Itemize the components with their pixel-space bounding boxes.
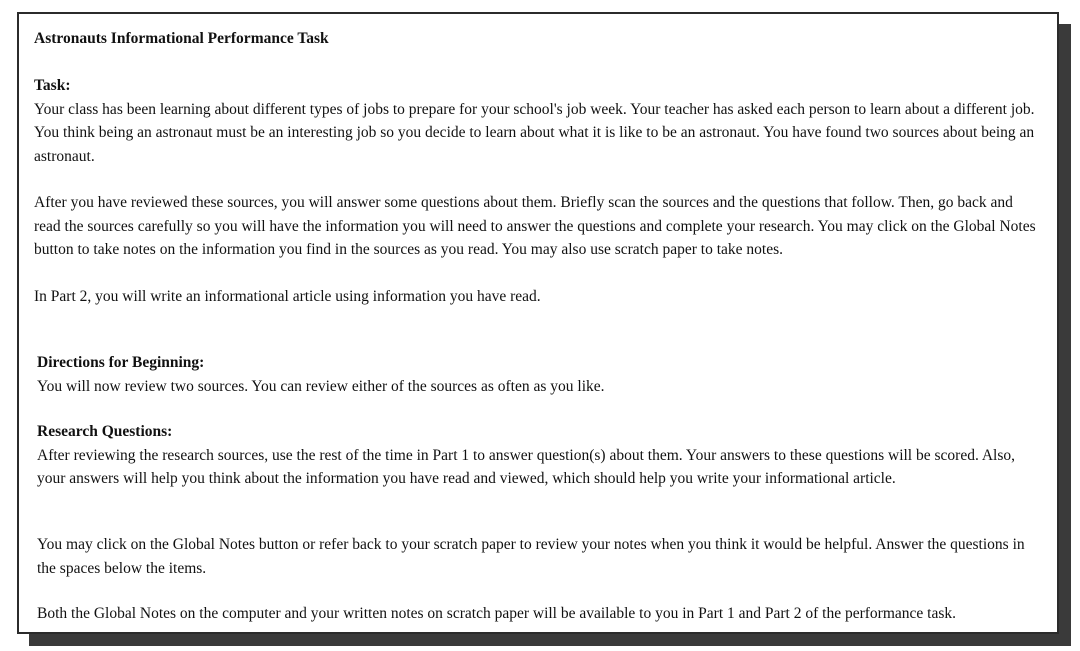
directions-text: You will now review two sources. You can review either of the sources as often as you like. xyxy=(37,377,605,395)
research-section xyxy=(37,420,1039,491)
task-part2-note xyxy=(34,285,1039,309)
task-instructions xyxy=(34,191,1039,262)
task-heading: Task: xyxy=(34,77,71,94)
research-paragraph-availability: Both the Global Notes on the computer and your written notes on scratch paper will be available to you in Part 1 and Part 2 of the performance task. xyxy=(37,605,956,622)
directions-heading: Directions for Beginning: xyxy=(37,354,205,371)
task-paragraph-instructions: After you have reviewed these sources, you will answer some questions about them. Briefly scan the sources and the questions that follow. Then, go back and read the sources carefully so you will have the information you will need to answer the questions and complete your research. You may click on the Global Notes button to take notes on the information you find in the sources as you read. You may also use scratch paper to take notes. xyxy=(34,194,1036,258)
research-notes-section xyxy=(37,533,1039,580)
task-section xyxy=(34,74,1039,168)
research-availability-section xyxy=(37,602,1039,626)
title-text: Astronauts Informational Performance Task xyxy=(34,30,329,47)
performance-task-panel xyxy=(17,12,1059,634)
research-paragraph-scoring: After reviewing the research sources, use the rest of the time in Part 1 to answer question(s) about them. Your answers to these questions will be scored. Also, your answers will help you think about the information you have read and viewed, which should help you write your informational article. xyxy=(37,446,1015,487)
task-paragraph-part2: In Part 2, you will write an informational article using information you have read. xyxy=(34,288,541,305)
research-heading: Research Questions: xyxy=(37,423,173,440)
directions-section xyxy=(37,351,1039,398)
research-paragraph-notes: You may click on the Global Notes button or refer back to your scratch paper to review your notes when you think it would be helpful. Answer the questions in the spaces below the items. xyxy=(37,536,1025,577)
page-title xyxy=(34,27,1039,51)
task-paragraph-intro: Your class has been learning about different types of jobs to prepare for your school's job week. Your teacher has asked each person to learn about a different job. You think being an astronaut must be an interesting job so you decide to learn about what it is like to be an astronaut. You have found two sources about being an astronaut. xyxy=(34,100,1035,165)
